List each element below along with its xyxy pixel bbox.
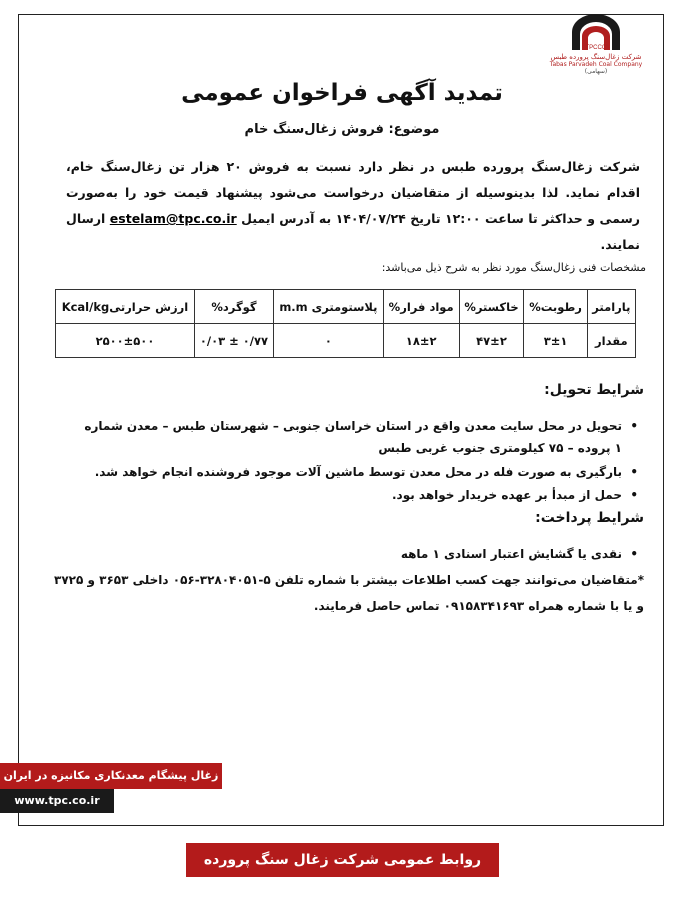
logo-type: (سهامی) [584,68,608,75]
bullet-icon: • [630,465,638,479]
arch-logo-icon [568,12,624,52]
table-cell: ۲۵۰۰±۵۰۰ [56,324,195,358]
list-item [82,484,638,506]
table-header-cell: گوگرد% [194,290,273,324]
table-header-cell: مواد فرار% [383,290,459,324]
spec-caption: مشخصات فنی زغال‌سنگ مورد نظر به شرح ذیل می‌باشد: [381,261,646,274]
delivery-item-text: در محل سایت معدن واقع در استان خراسان جنوبی – شهرستان طبس – معدن شماره ۱ پروده – ۷۵ کیلومتری جنوب غربی طبس [84,419,622,455]
list-item [82,543,638,565]
bullet-icon: • [630,419,638,433]
spec-table [55,289,636,358]
bullet-icon: • [630,547,638,561]
list-item [82,461,638,483]
intro-paragraph [66,154,640,258]
table-header-cell: پلاستومتری m.m [274,290,384,324]
table-cell: ۰ [274,324,384,358]
contact-note: *متقاضیان می‌توانند جهت کسب اطلاعات بیشتر با شماره تلفن ۵-۳۲۸۰۴۰۵۱-۰۵۶ داخلی ۳۶۵۳ و ۳۷۲۵ و یا با شماره همراه ۰۹۱۵۸۳۴۱۶۹۳ تماس حاصل فرمایند. [54,573,644,613]
table-cell: ۴۷±۲ [459,324,524,358]
delivery-heading: شرایط تحویل: [544,382,644,398]
table-cell: ۳±۱ [524,324,587,358]
delivery-item-text: بارگیری به صورت فله در محل معدن توسط ماشین آلات موجود فروشنده انجام خواهد شد. [94,465,622,479]
side-banner: زغال پیشگام معدنکاری مکانیزه در ایران [0,763,222,789]
table-cell: ۰/۷۷ ± ۰/۰۳ [194,324,273,358]
table-cell: ۱۸±۲ [383,324,459,358]
website-link[interactable]: www.tpc.co.ir [0,789,114,813]
intro-text-end: ارسال نمایند. [66,211,640,252]
delivery-item-bold: تحویل [586,419,622,433]
delivery-item-text: حمل از مبدأ بر عهده خریدار خواهد بود. [391,488,622,502]
bullet-icon: • [630,488,638,502]
table-row [56,324,636,358]
intro-text: شرکت زغال‌سنگ پرورده طبس در نظر دارد نسبت به فروش ۲۰ هزار تن زغال‌سنگ خام، اقدام نماید. لذا بدینوسیله از متقاضیان درخواست می‌شود پیشنهاد قیمت خود را به‌صورت رسمی و حداکثر تا ساعت ۱۲:۰۰ تاریخ ۱۴۰۴/۰۷/۲۴ به آدرس ایمیل [66,159,641,226]
payment-heading: شرایط پرداخت: [535,510,644,526]
table-cell: مقدار [587,324,635,358]
logo-abbr: TPCCO [585,45,607,51]
table-header-cell: رطوبت% [524,290,587,324]
email-link[interactable]: estelam@tpc.co.ir [109,211,237,226]
table-header-cell: ارزش حرارتیKcal/kg [56,290,195,324]
subject-line: موضوع: فروش زغال‌سنگ خام [244,122,440,137]
page-title: تمدید آگهی فراخوان عمومی [181,80,503,106]
payment-item-text: نقدی یا گشایش اعتبار اسنادی ۱ ماهه [400,547,622,561]
bottom-banner: روابط عمومی شرکت زغال سنگ پرورده طبس [186,843,499,877]
logo-name-fa: شرکت زغال‌سنگ پرورده طبس [550,53,642,61]
list-item [82,415,638,459]
logo-name-en: Tabas Parvadeh Coal Company [549,61,643,68]
company-logo [536,12,656,82]
table-header-cell: خاکستر% [459,290,524,324]
table-header-row [56,290,636,324]
table-header-cell: پارامتر [587,290,635,324]
